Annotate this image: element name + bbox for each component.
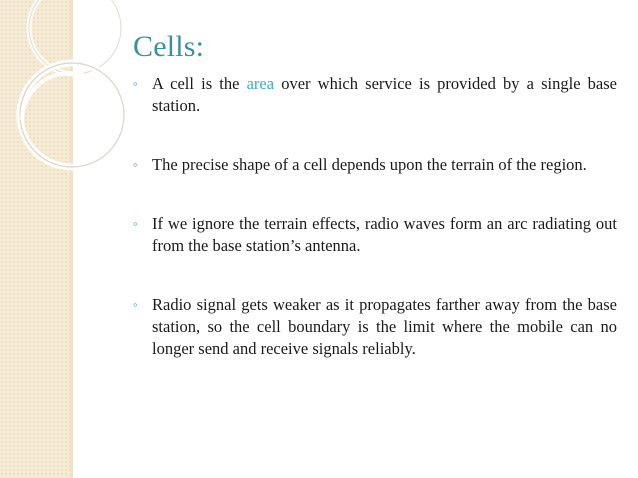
bullet-item-cell-shape (133, 154, 617, 176)
bullet-marker-icon: ◦ (133, 297, 138, 312)
bullet-list (133, 73, 617, 397)
bullet-text: If we ignore the terrain effects, radio waves form an arc radiating out from the base station’s antenna. (152, 214, 617, 255)
bullet-item-radio-arc (133, 213, 617, 257)
bullet-item-cell-definition (133, 73, 617, 117)
bullet-item-cell-boundary (133, 294, 617, 360)
bullet-marker-icon: ◦ (133, 216, 138, 231)
bullet-marker-icon: ◦ (133, 157, 138, 172)
bullet-text: The precise shape of a cell depends upon the terrain of the region. (152, 155, 587, 174)
bullet-text-after: over which service is provided by a single base station. (152, 74, 617, 115)
bullet-text-before: A cell is the (152, 74, 247, 93)
highlighted-term: area (246, 74, 275, 93)
bullet-text: Radio signal gets weaker as it propagates farther away from the base station, so the cell boundary is the limit where the mobile can no longer send and receive signals reliably. (152, 295, 617, 358)
bullet-marker-icon: ◦ (133, 76, 138, 91)
circle-swirl-decoration-icon (0, 0, 140, 200)
slide-title: Cells: (133, 30, 205, 63)
